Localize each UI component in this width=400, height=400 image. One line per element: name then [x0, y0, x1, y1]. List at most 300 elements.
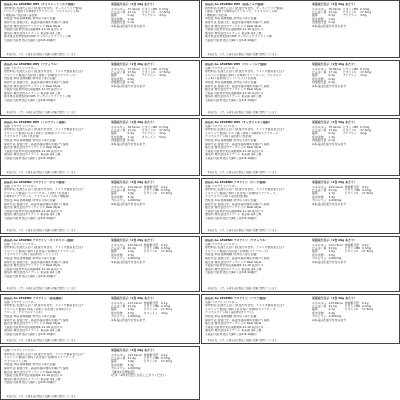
nutrition-panel	[111, 349, 181, 378]
nutrition-cell: 0.9g	[328, 76, 335, 81]
nutrition-cell: 1.6g	[127, 307, 134, 312]
nutrition-note: ※本品は乳成分を含みます	[111, 317, 146, 322]
nutrition-cell: 炭水化物	[312, 76, 324, 81]
nutrition-note: ※本品は乳成分を含みます	[312, 23, 347, 28]
nutrition-cell: たんぱく質	[312, 10, 327, 14]
label-line: 製造所 株式会社ルイナーン 東京都 第1工場	[205, 213, 262, 217]
nutrition-cell: ビタミンC	[141, 128, 156, 132]
nutrition-note: ※本品は乳成分を含みます	[312, 317, 347, 322]
nutrition-panel	[312, 239, 382, 264]
nutrition-cell: 1.6g	[127, 359, 134, 364]
label-line: 大阪府大阪市中央区南船場2-11-16 高田ビル	[4, 28, 63, 32]
product-title: 商品名 be LEGEND WPI（ベリーミルク風味）	[205, 63, 269, 66]
label-line: 販売者 株式会社ボディウイング Real Style	[4, 146, 61, 150]
label-line: 販売者 株式会社ボディウイング Real Style	[4, 370, 61, 374]
nutrition-cell: 炭水化物	[111, 194, 123, 199]
nutrition-cell: 脂質	[111, 359, 117, 364]
label-line: 原材料名 乳清たんぱく(乳成分を含む、アメリカ製造またはア	[205, 304, 285, 308]
nutrition-note-2: 1日1〜2杯を目安にお召し上がりください。	[111, 373, 169, 378]
nutrition-cell: ビタミンB6	[342, 6, 359, 11]
nutrition-table	[312, 8, 373, 25]
label-line: 販売者 株式会社ボディウイング Real Style	[205, 146, 262, 150]
nutrition-cell: たんぱく質	[111, 128, 126, 132]
label-line: 甘味料(スクラロース、アセスルファムK) / 増粘剤	[4, 195, 69, 199]
nutrition-heading: 栄養成分表示（1食 29g あたり）	[111, 348, 156, 352]
label-text-block	[205, 297, 313, 337]
nutrition-cell: 21.3g	[328, 188, 337, 192]
nutrition-cell: ビタミンC	[143, 307, 158, 312]
nutrition-cell: エネルギー	[111, 352, 126, 357]
label-line: 販売者 株式会社ボディウイング Real Style	[4, 24, 61, 28]
label-line: / 抹茶 / 香料 / 甘味料(スクラロース、アセスルファムK)	[205, 10, 278, 14]
nutrition-note: ※本品は乳成分を含みます	[312, 259, 347, 264]
label-footnote: ・本品は乳、大豆、小麦を含む製品と共通の設備で製造しています。	[4, 287, 78, 290]
nutrition-cell: 3mg	[159, 73, 166, 78]
label-line: 保存方法 直射日光、高温多湿の場所を避けて保存	[4, 80, 69, 84]
nutrition-cell: 114.3kcal	[328, 184, 343, 189]
product-label	[0, 178, 200, 234]
label-text-block	[4, 239, 112, 279]
nutrition-cell: 1,000mg	[127, 314, 141, 319]
nutrition-cell: 0.3mg	[160, 188, 171, 192]
label-line: 大阪府大阪市中央区南船場2-11-16 高田ビル	[205, 209, 264, 213]
label-text-block	[205, 239, 313, 275]
nutrition-cell: 脂質	[312, 73, 318, 78]
nutrition-cell: 17.3g	[328, 10, 337, 14]
nutrition-cell: 3.0g	[328, 252, 335, 257]
nutrition-cell: 炭水化物	[111, 16, 123, 21]
label-text-block	[4, 349, 112, 385]
nutrition-table	[312, 244, 375, 261]
product-label	[0, 346, 200, 400]
nutrition-cell: 0.1g	[160, 184, 168, 189]
label-line: 内容量 1kg 賞味期限 枠外右下部に記載	[205, 138, 257, 142]
nutrition-cell: 脂質	[312, 307, 318, 312]
nutrition-cell: 17.1g	[127, 10, 136, 14]
nutrition-cell: 0.1g	[328, 80, 335, 85]
label-line: 保存方法 直射日光、高温多湿の場所を避けて保存	[4, 318, 69, 322]
label-line: アセスルファムK) / 着色料(ビートレッド)	[4, 253, 59, 257]
nutrition-cell: たんぱく質	[312, 304, 327, 308]
nutrition-table	[312, 68, 373, 85]
label-line: 名称 プロテインパウダー	[205, 66, 238, 70]
label-footnote: ・本品は乳、大豆、小麦を含む製品と共通の設備で製造しています。	[205, 53, 279, 56]
nutrition-cell: カルシウム	[312, 314, 327, 319]
label-line: 大阪府大阪市北区天満2丁目6-8-10番号	[205, 271, 257, 275]
nutrition-heading: 栄養成分表示（1食 20g あたり）	[111, 2, 156, 6]
nutrition-cell: 0.3mg	[159, 66, 169, 71]
nutrition-cell: ビタミンB6	[143, 246, 159, 250]
nutrition-cell: ビタミンC	[342, 70, 357, 74]
label-footnote: ・本品は乳、大豆、小麦を含む製品と共通の設備で製造しています。	[4, 111, 78, 114]
label-line: 製造所 株式会社ルイナーン 東京都 第1工場	[205, 153, 262, 157]
nutrition-cell: 0.3g	[328, 13, 335, 18]
label-line: 大阪府大阪市北区天満2丁目6-8-10番号	[4, 156, 56, 160]
nutrition-cell: 0.3mg	[360, 124, 370, 129]
nutrition-panel	[111, 239, 181, 264]
nutrition-cell: 3.3g	[127, 252, 134, 257]
label-line: / 増粘剤 / 乳化剤 / 着色料	[4, 13, 38, 17]
nutrition-cell: 17.5mg	[160, 249, 173, 254]
nutrition-panel	[111, 297, 181, 322]
label-line: 原材料名 乳清たんぱく(乳成分を含む、アメリカ製造またはア	[4, 304, 84, 308]
nutrition-note: ※本品は乳成分を含みます	[111, 23, 146, 28]
nutrition-cell: 0.1g	[328, 138, 335, 143]
label-line: 名称 プロテインパウダー	[4, 300, 37, 304]
label-footnote: ・本品は乳、大豆、小麦を含む製品と共通の設備で製造しています。	[205, 339, 279, 342]
nutrition-cell: 食塩相当量	[143, 300, 159, 305]
label-line: 大阪府大阪市中央区南船場2-11-16 高田ビル	[4, 209, 63, 213]
nutrition-cell: 食塩相当量	[111, 138, 126, 143]
product-title: 商品名 be LEGEND プロテイン（ナチュラル）	[205, 239, 269, 242]
label-line: 名称 プロテインパウダー	[4, 242, 37, 246]
label-line: アセスルファムK)	[4, 359, 28, 363]
nutrition-cell: ナイアシン	[141, 131, 156, 136]
nutrition-cell: 5mg	[159, 134, 166, 139]
nutrition-cell: ナイアシン	[342, 73, 357, 78]
nutrition-cell: エネルギー	[312, 242, 327, 247]
nutrition-cell: 炭水化物	[111, 362, 123, 367]
nutrition-cell: ビタミンC	[344, 191, 359, 196]
nutrition-table	[111, 302, 174, 319]
nutrition-cell: 0.1g	[160, 242, 168, 247]
label-text-block	[4, 297, 112, 337]
nutrition-cell: 17.5mg	[160, 307, 173, 312]
nutrition-cell: ビタミンC	[344, 249, 359, 254]
label-line: 名称 プロテインパウダー	[205, 124, 238, 128]
nutrition-cell: エネルギー	[312, 300, 327, 305]
label-line: 大阪府大阪市北区天満2丁目6-8-10番号	[205, 156, 257, 160]
nutrition-note: ※本品は乳成分を含みます	[111, 201, 146, 206]
nutrition-cell: 77.0kcal	[127, 66, 140, 71]
nutrition-cell: エネルギー	[312, 184, 327, 189]
label-line: 販売者 株式会社ボディウイング Real Style	[4, 206, 61, 210]
label-line: / ココア / 香料 / 甘味料(スクラロース、アセスルファムK)	[4, 10, 80, 14]
nutrition-cell: 113.9kcal	[127, 184, 142, 189]
label-line: 製造所 株式会社ルイナーン 東京都 第1工場	[4, 31, 61, 35]
nutrition-panel	[312, 181, 382, 206]
nutrition-cell: 脂質	[111, 191, 117, 196]
label-line: 製造所 株式会社ルイナーン 東京都 第1工場	[4, 329, 61, 333]
label-footnote: ・本品は乳、大豆、小麦を含む製品と共通の設備で製造しています。	[4, 53, 78, 56]
nutrition-cell: 0.3mg	[160, 356, 171, 360]
nutrition-cell: 脂質	[111, 13, 117, 18]
label-line: 保存方法 直射日光、高温多湿の場所を避けて保存	[205, 84, 270, 88]
nutrition-cell: カルシウム	[111, 256, 126, 261]
label-line: 内容量 1kg 賞味期限 枠外右下部に記載	[4, 17, 56, 21]
label-line: 販売者 株式会社ボディウイング Real Style	[4, 322, 61, 326]
nutrition-cell: 17.5mg	[360, 10, 372, 14]
nutrition-cell: 1.7g	[328, 307, 335, 312]
label-line: 大阪府大阪市中央区南船場2-11-16 高田ビル	[4, 374, 63, 378]
nutrition-note: 【推奨1日摂取量】	[111, 369, 136, 374]
nutrition-cell: ビタミンC	[143, 191, 158, 196]
nutrition-cell: 113.8kcal	[328, 300, 343, 305]
nutrition-cell: 0.1g	[361, 242, 369, 247]
nutrition-cell: 炭水化物	[111, 76, 123, 81]
nutrition-cell: エネルギー	[312, 66, 327, 71]
label-line: 内容量 1kg 賞味期限 枠外右下部に記載	[205, 198, 257, 202]
nutrition-heading: 栄養成分表示（1食 20g あたり）	[111, 120, 156, 124]
nutrition-cell: 0.3mg	[361, 304, 372, 308]
label-line: 大阪府大阪市中央区南船場2-11-16 高田ビル	[4, 149, 63, 153]
nutrition-cell: 3mg	[159, 131, 166, 136]
label-line: 栃木県足利市松田町495 オーガニックファクトリ株	[205, 35, 272, 39]
product-label	[0, 0, 200, 58]
nutrition-panel	[111, 181, 181, 206]
nutrition-heading: 栄養成分表示（1食 20g あたり）	[312, 120, 357, 124]
nutrition-note: ※本品は乳成分を含みます	[111, 259, 146, 264]
nutrition-cell: ビタミンC	[344, 307, 359, 312]
label-line: 保存方法 直射日光、高温多湿の場所を避けて保存	[205, 318, 270, 322]
nutrition-panel	[312, 121, 382, 146]
nutrition-cell: ナイアシン	[342, 13, 357, 18]
nutrition-table	[111, 186, 174, 203]
product-title: 商品名 be LEGEND WPI（ナチュラル）	[4, 63, 60, 66]
nutrition-cell: 1.7g	[328, 191, 335, 196]
nutrition-cell: 1.2g	[127, 16, 134, 21]
label-text-block	[205, 181, 313, 221]
nutrition-table	[111, 244, 174, 261]
label-line: 内容量 1kg 賞味期限 枠外右下部に記載	[4, 363, 56, 367]
nutrition-cell: エネルギー	[312, 6, 327, 11]
nutrition-heading: 栄養成分表示（1食 20g あたり）	[312, 2, 357, 6]
nutrition-note: ※本品は乳成分を含みます	[312, 141, 347, 146]
label-line: 大阪府大阪市中央区南船場2-11-16 高田ビル	[4, 325, 63, 329]
nutrition-cell: カルシウム	[312, 256, 327, 261]
nutrition-cell: 17.2g	[127, 128, 136, 132]
label-text-block	[4, 63, 112, 103]
label-line: 内容量 1kg 賞味期限 枠外右下部に記載	[4, 198, 56, 202]
nutrition-cell: 0.2g	[328, 73, 335, 78]
label-line: 大阪府大阪市北区天満2丁目6-8-10番号	[4, 216, 56, 220]
nutrition-cell: 17.5mg	[160, 191, 173, 196]
nutrition-cell: 76.2kcal	[328, 6, 341, 11]
label-line: イルランド製造)/ 抹茶 / 香料 / 乳化剤 / 甘味料(スク	[4, 307, 72, 311]
nutrition-cell: ビタミンC	[143, 359, 158, 364]
product-label	[201, 0, 400, 58]
nutrition-cell: ナイアシン	[342, 131, 357, 136]
nutrition-panel	[312, 63, 382, 88]
nutrition-cell: 0.1g	[160, 352, 168, 357]
nutrition-cell: 0.1g	[127, 80, 134, 85]
label-line: 内容量 1kg 賞味期限 枠外右下部に記載	[205, 314, 257, 318]
label-footnote: ・本品は乳、大豆、小麦を含む製品と共通の設備で製造しています。	[4, 395, 78, 398]
nutrition-cell: たんぱく質	[111, 356, 126, 360]
nutrition-cell: 76.5kcal	[127, 124, 140, 129]
label-line: 製造所 株式会社ルイナーン 東京都 第1工場	[4, 377, 61, 381]
nutrition-table	[312, 186, 375, 203]
nutrition-cell: 0.3mg	[361, 188, 372, 192]
nutrition-note: ※本品は乳成分を含みます	[312, 83, 347, 88]
nutrition-cell: 17.5mg	[159, 70, 171, 74]
nutrition-cell: 112.7kcal	[328, 242, 343, 247]
label-line: 製造所 株式会社ルイナーン 東京都 第1工場	[205, 31, 262, 35]
product-label	[0, 60, 200, 116]
label-line: 大阪府大阪市北区天満2丁目6-8-10番号	[4, 381, 56, 385]
nutrition-cell: 食塩相当量	[344, 300, 360, 305]
nutrition-cell: 17.5mg	[360, 70, 372, 74]
label-line: 大阪府大阪市北区天満2丁目6-8-10番号	[205, 332, 257, 336]
nutrition-cell: ビタミンC	[143, 249, 158, 254]
nutrition-cell: ビタミンB6	[143, 304, 159, 308]
label-line: 販売者 株式会社ボディウイング Real Style	[205, 260, 262, 264]
nutrition-table	[111, 126, 172, 143]
label-line: 大阪府大阪市北区天満2丁目6-8-10番号	[4, 38, 56, 42]
label-text-block	[205, 121, 313, 161]
label-line: 保存方法 直射日光、高温多湿の場所を避けて保存	[4, 20, 69, 24]
label-line: 販売者 株式会社ボディウイング Real Style	[4, 264, 61, 268]
nutrition-cell: エネルギー	[111, 6, 126, 11]
label-line: イルランド製造)/ 香料 / 乳化剤 / 甘味料(スクラロース、	[4, 249, 78, 253]
nutrition-cell: ナイアシン	[141, 13, 156, 18]
label-line: アセスルファムK) / 着色料(紅麹)	[205, 195, 248, 199]
nutrition-cell: ビタミンB6	[143, 356, 159, 360]
label-line: 内容量 1kg 賞味期限 枠外右下部に記載	[4, 314, 56, 318]
nutrition-cell: 0.1g	[361, 184, 369, 189]
nutrition-table	[111, 68, 172, 85]
label-footnote: ・本品は乳、大豆、小麦を含む製品と共通の設備で製造しています。	[205, 111, 279, 114]
nutrition-cell: たんぱく質	[312, 246, 327, 250]
label-footnote: ・本品は乳、大豆、小麦を含む製品と共通の設備で製造しています。	[4, 171, 78, 174]
nutrition-cell: 113.6kcal	[127, 242, 142, 247]
nutrition-cell: 3mg	[159, 13, 166, 18]
nutrition-cell: 75.9kcal	[328, 124, 341, 129]
nutrition-cell: 1.6g	[127, 249, 134, 254]
nutrition-heading: 栄養成分表示（1食 29g あたり）	[111, 180, 156, 184]
label-line: 販売者 株式会社ボディウイング Real Style	[4, 84, 61, 88]
nutrition-cell: 17.4g	[328, 70, 337, 74]
nutrition-note: ※本品は乳成分を含みます	[312, 201, 347, 206]
nutrition-cell: 炭水化物	[111, 252, 123, 257]
nutrition-cell: カルシウム	[312, 198, 327, 203]
nutrition-cell: ビタミンB6	[141, 6, 158, 11]
nutrition-cell: 0.1g	[127, 20, 134, 25]
label-line: 原材料名 乳清たんぱく(乳成分を含む、アメリカ製造またはア	[4, 352, 84, 356]
nutrition-cell: ビタミンC	[141, 10, 156, 14]
nutrition-cell: 3mg	[360, 13, 367, 18]
nutrition-cell: 0.3g	[127, 131, 134, 136]
nutrition-cell: 17.5mg	[361, 249, 374, 254]
label-footnote: ・本品は乳、大豆、小麦を含む製品と共通の設備で製造しています。	[205, 171, 279, 174]
nutrition-cell: 食塩相当量	[111, 20, 126, 25]
nutrition-cell: 1.5g	[328, 249, 335, 254]
label-footnote: ・本品は乳、大豆、小麦を含む製品と共通の設備で製造しています。	[4, 339, 78, 342]
nutrition-cell: ビタミンB6	[342, 66, 359, 71]
nutrition-cell: 1.3g	[328, 134, 335, 139]
label-line: イルランド製造)/ 紅茶 / 香料 / 甘味料(スクラロース、	[4, 131, 75, 135]
nutrition-heading: 栄養成分表示（1食 20g あたり）	[312, 62, 357, 66]
label-text-block	[4, 181, 112, 221]
nutrition-cell: カルシウム	[111, 198, 126, 203]
nutrition-panel	[111, 63, 181, 88]
nutrition-cell: たんぱく質	[312, 128, 327, 132]
nutrition-cell: 0.3mg	[160, 304, 171, 308]
product-label	[0, 294, 200, 344]
label-line: 製造所 株式会社ルイナーン 東京都 第1工場	[4, 271, 61, 275]
label-line: 原材料名 乳清たんぱく(乳成分を含む、アメリカ製造またはア	[205, 70, 285, 74]
nutrition-cell: 1.0g	[328, 16, 335, 21]
nutrition-cell: エネルギー	[111, 184, 126, 189]
nutrition-table	[312, 126, 373, 143]
nutrition-cell: ビタミンC	[342, 10, 357, 14]
nutrition-cell: ビタミンB6	[344, 246, 360, 250]
nutrition-cell: エネルギー	[111, 66, 126, 71]
label-line: 大阪府大阪市中央区南船場2-11-16 高田ビル	[205, 28, 264, 32]
nutrition-cell: 17.5mg	[159, 10, 171, 14]
nutrition-table	[312, 302, 375, 319]
product-title: 商品名 be LEGEND WPI（抹茶ミルク風味）	[205, 3, 267, 6]
nutrition-cell: 77.4kcal	[127, 6, 140, 11]
label-line: 大阪府大阪市中央区南船場2-11-16 高田ビル	[205, 325, 264, 329]
nutrition-cell: 0.1g	[361, 300, 369, 305]
nutrition-cell: 脂質	[111, 249, 117, 254]
product-title: 商品名 be LEGEND プロテイン（ストロベリー風味）	[4, 239, 76, 242]
nutrition-cell: ビタミンB6	[141, 124, 158, 129]
nutrition-cell: 17.5mg	[160, 359, 173, 364]
nutrition-cell: 炭水化物	[312, 252, 324, 257]
label-line: イルランド製造)/ 香料 / 甘味料(スクラロース、アセスルフ	[205, 73, 282, 77]
nutrition-heading: 栄養成分表示（1食 29g あたり）	[111, 296, 156, 300]
nutrition-cell: 1.1g	[127, 134, 134, 139]
label-line: 製造所 株式会社ルイナーン 東京都 第1工場	[4, 213, 61, 217]
nutrition-cell: 脂質	[312, 131, 318, 136]
label-line: 大阪府大阪市北区天満2丁目6-8-10番号	[4, 274, 56, 278]
nutrition-cell: 炭水化物	[312, 194, 324, 199]
product-title: 商品名 be LEGEND プロテイン（チョコ風味）	[4, 181, 68, 184]
label-line: 大阪府大阪市中央区南船場2-11-16 高田ビル	[205, 91, 264, 95]
nutrition-cell: カフェイン	[143, 310, 158, 315]
nutrition-cell: 113.2kcal	[127, 300, 142, 305]
nutrition-cell: ビタミンB6	[344, 304, 360, 308]
nutrition-note: ※本品は乳成分を含みます	[111, 83, 146, 88]
label-line: ラロース、アセスルファムK)	[4, 311, 42, 315]
nutrition-cell: 0.3mg	[360, 6, 370, 11]
nutrition-cell: 1,000mg	[127, 198, 141, 203]
label-line: イルランド製造)/ 香料 / 乳化剤 / 甘味料(スクラロース、	[4, 356, 78, 360]
nutrition-cell: 脂質	[111, 73, 117, 78]
label-line: 原材料名 乳清たんぱく(乳成分を含む、アメリカ製造またはア	[205, 246, 285, 250]
nutrition-cell: 1,000mg	[127, 256, 141, 261]
label-line: 製造所 株式会社ルイナーン 東京都 第1工場	[4, 153, 61, 157]
product-label	[201, 178, 400, 234]
label-line: 内容量 1kg 賞味期限 枠外右下部に記載	[4, 138, 56, 142]
product-label	[201, 60, 400, 116]
product-label	[0, 236, 200, 292]
label-line: 原材料名 乳清たんぱく(乳成分を含む、アメリカ製造またはア	[4, 188, 84, 192]
nutrition-cell: ビタミンB6	[344, 188, 360, 192]
product-label	[201, 236, 400, 292]
nutrition-cell: 脂質	[312, 249, 318, 254]
nutrition-cell: 食塩相当量	[143, 352, 159, 357]
nutrition-heading: 栄養成分表示（1食 29g あたり）	[312, 180, 357, 184]
nutrition-panel	[312, 297, 382, 322]
nutrition-cell: たんぱく質	[312, 188, 327, 192]
nutrition-cell: ナイアシン	[141, 73, 156, 78]
nutrition-cell: 17.0g	[328, 128, 337, 132]
label-line: 大阪府大阪市中央区南船場2-11-16 高田ビル	[4, 267, 63, 271]
nutrition-cell: 0.1g	[127, 138, 134, 143]
nutrition-cell: 0.3mg	[160, 246, 171, 250]
nutrition-cell: 17.5mg	[360, 128, 372, 132]
nutrition-cell: 炭水化物	[312, 16, 324, 21]
nutrition-table	[111, 8, 172, 25]
nutrition-cell: 脂質	[111, 307, 117, 312]
nutrition-cell: 炭水化物	[312, 134, 324, 139]
label-line: 名称 プロテインパウダー	[205, 184, 238, 188]
nutrition-cell: 3.5g	[127, 310, 134, 315]
label-footnote: ・本品は乳、大豆、小麦を含む製品と共通の設備で製造しています。	[205, 287, 279, 290]
